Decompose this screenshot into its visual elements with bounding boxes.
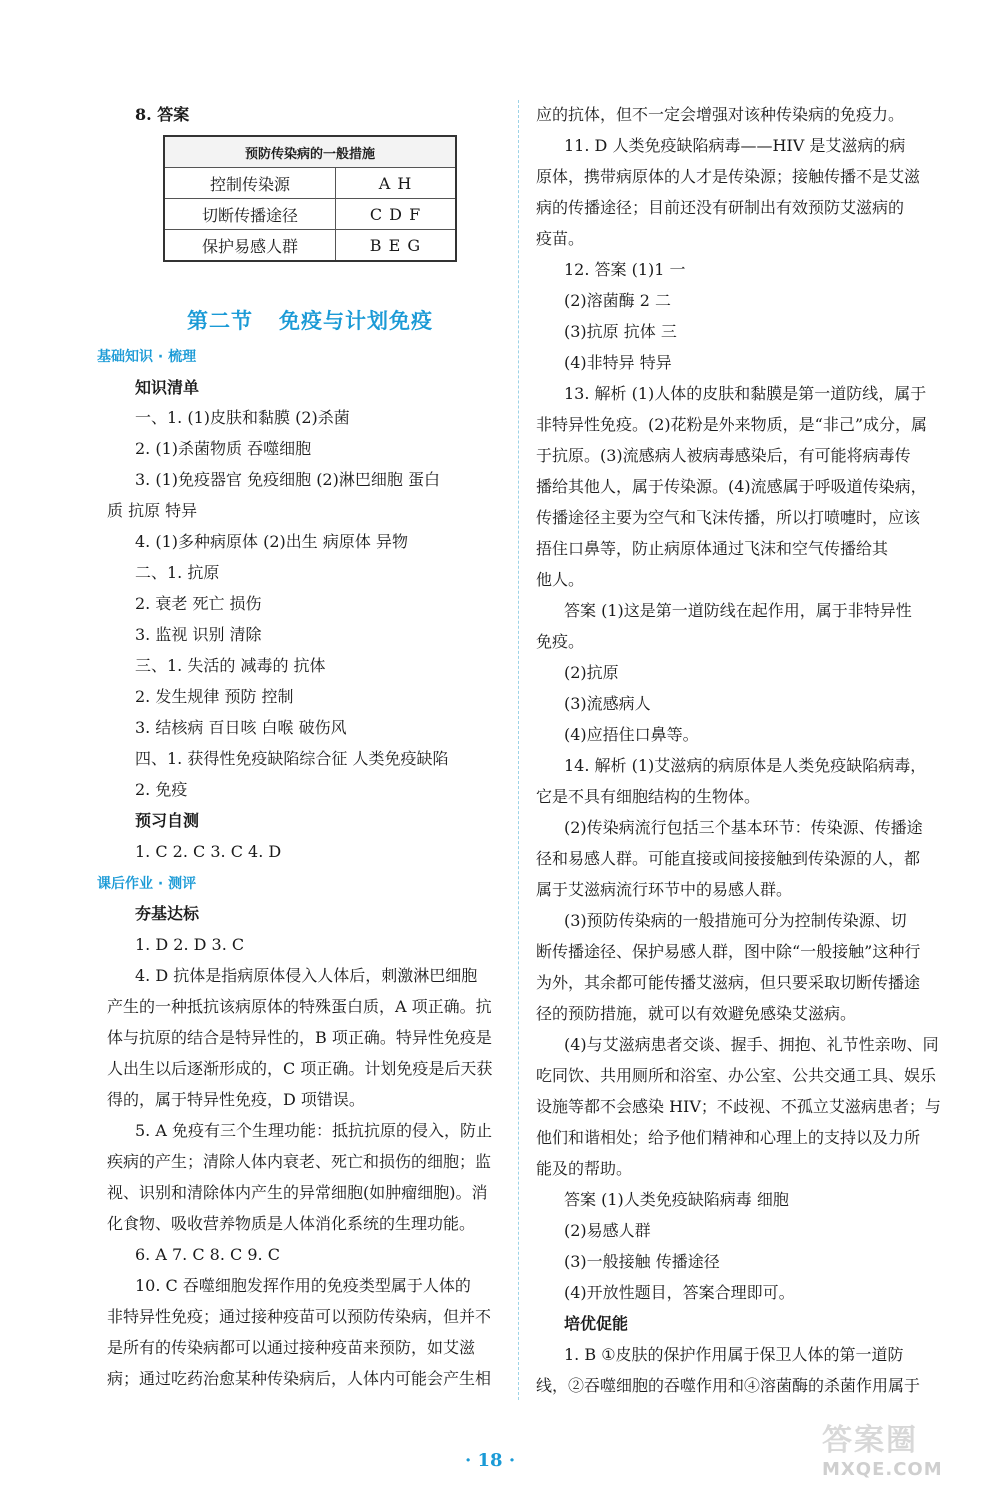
list-line: 一、1. (1)皮肤和黏膜 (2)杀菌 (135, 408, 350, 427)
answers-line: 6. A 7. C 8. C 9. C (135, 1245, 280, 1264)
q14-line: 14. 解析 (1)艾滋病的病原体是人类免疫缺陷病毒， (564, 756, 927, 775)
q5-line: 5. A 免疫有三个生理功能：抵抗抗原的侵入，防止 (135, 1121, 492, 1140)
q14-line: 吃同饮、共用厕所和浴室、办公室、公共交通工具、娱乐 (536, 1066, 937, 1085)
q12-line: (2)溶菌酶 2 二 (564, 291, 672, 310)
list-line: 质 抗原 特异 (107, 501, 198, 520)
q14-line: (3)预防传染病的一般措施可分为控制传染源、切 (564, 911, 907, 930)
table-cell: 切断传播途径 (164, 199, 336, 230)
table-cell: 保护易感人群 (164, 230, 336, 262)
table-row (164, 199, 456, 230)
q5-line: 视、识别和清除体内产生的异常细胞(如肿瘤细胞)。消 (107, 1183, 488, 1202)
q10-cont: 应的抗体，但不一定会增强对该种传染病的免疫力。 (536, 105, 905, 124)
table-row (164, 168, 456, 199)
q11-line: 11. D 人类免疫缺陷病毒——HIV 是艾滋病的病 (564, 136, 906, 155)
prevention-table (163, 135, 457, 262)
page-number: · 18 · (465, 1450, 516, 1471)
q13-answer-line: (4)应捂住口鼻等。 (564, 725, 699, 744)
table-row (164, 230, 456, 262)
watermark (822, 1415, 982, 1479)
q14-line: 设施等都不会感染 HIV；不歧视、不孤立艾滋病患者；与 (536, 1097, 941, 1116)
q12-line: (3)抗原 抗体 三 (564, 322, 677, 341)
list-line: 2. (1)杀菌物质 吞噬细胞 (135, 439, 312, 458)
answers-line: 1. D 2. D 3. C (135, 935, 245, 954)
q4-line: 人出生以后逐渐形成的，C 项正确。计划免疫是后天获 (107, 1059, 493, 1078)
q13-line: 他人。 (536, 570, 585, 589)
q4-line: 体与抗原的结合是特异性的，B 项正确。特异性免疫是 (107, 1028, 492, 1047)
table-cell: 控制传染源 (164, 168, 336, 199)
q13-answer-line: 答案 (1)这是第一道防线在起作用，属于非特异性 (564, 601, 912, 620)
q14-line: 属于艾滋病流行环节中的易感人群。 (536, 880, 793, 899)
q13-line: 非特异性免疫。(2)花粉是外来物质，是“非己”成分，属 (536, 415, 928, 434)
list-line: 3. (1)免疫器官 免疫细胞 (2)淋巴细胞 蛋白 (135, 470, 440, 489)
section-number: 第二节 (187, 309, 253, 333)
q10-line: 非特异性免疫；通过接种疫苗可以预防传染病，但并不 (107, 1307, 492, 1326)
column-divider (518, 100, 519, 1400)
q5-line: 化食物、吸收营养物质是人体消化系统的生理功能。 (107, 1214, 476, 1233)
q13-line: 传播途径主要为空气和飞沫传播，所以打喷嚏时，应该 (536, 508, 921, 527)
q4-line: 产生的一种抵抗该病原体的特殊蛋白质，A 项正确。抗 (107, 997, 492, 1016)
tag-homework: 课后作业 · 测评 (97, 876, 197, 892)
q14-line: 径的预防措施，就可以有效避免感染艾滋病。 (536, 1004, 857, 1023)
q10-line: 是所有的传染病都可以通过接种疫苗来预防，如艾滋 (107, 1338, 476, 1357)
table-cell: C D F (336, 199, 457, 230)
watermark-site: MXQE.COM (822, 1459, 943, 1480)
q4-line: 得的，属于特异性免疫，D 项错误。 (107, 1090, 365, 1109)
section-title (187, 305, 433, 335)
q14-line: 为外，其余都可能传播艾滋病，但只要采取切断传播途 (536, 973, 921, 992)
adv-line: 1. B ①皮肤的保护作用属于保卫人体的第一道防 (564, 1345, 904, 1364)
list-line: 2. 发生规律 预防 控制 (135, 687, 294, 706)
q13-answer-line: (3)流感病人 (564, 694, 651, 713)
q8-label: 8. 答案 (135, 105, 190, 124)
preview-heading: 预习自测 (135, 811, 200, 830)
q11-line: 病的传播途径；目前还没有研制出有效预防艾滋病的 (536, 198, 905, 217)
q14-answer-line: (2)易感人群 (564, 1221, 651, 1240)
q11-line: 原体，携带病原体的人才是传染源；接触传播不是艾滋 (536, 167, 921, 186)
q14-line: 径和易感人群。可能直接或间接接触到传染源的人，都 (536, 849, 921, 868)
list-line: 2. 免疫 (135, 780, 188, 799)
q14-answer-line: (3)一般接触 传播途径 (564, 1252, 720, 1271)
q10-line: 病；通过吃药治愈某种传染病后，人体内可能会产生相 (107, 1369, 492, 1388)
q13-line: 13. 解析 (1)人体的皮肤和黏膜是第一道防线，属于 (564, 384, 927, 403)
q14-line: 能及的帮助。 (536, 1159, 633, 1178)
table-cell: B E G (336, 230, 457, 262)
tag-basic: 基础知识 · 梳理 (97, 349, 197, 365)
preview-answers: 1. C 2. C 3. C 4. D (135, 842, 282, 861)
q14-line: 他们和谐相处；给予他们精神和心理上的支持以及力所 (536, 1128, 921, 1147)
section-name: 免疫与计划免疫 (279, 309, 433, 333)
q14-line: 它是不具有细胞结构的生物体。 (536, 787, 761, 806)
q13-line: 播给其他人，属于传染源。(4)流感属于呼吸道传染病， (536, 477, 927, 496)
q13-answer-line: 免疫。 (536, 632, 585, 651)
q14-line: (4)与艾滋病患者交谈、握手、拥抱、礼节性亲吻、同 (564, 1035, 939, 1054)
foundation-heading: 夯基达标 (135, 904, 200, 923)
q12-line: (4)非特异 特异 (564, 353, 672, 372)
table-cell: A H (336, 168, 457, 199)
list-line: 3. 监视 识别 清除 (135, 625, 262, 644)
watermark-logo: 答案圈 (822, 1423, 918, 1458)
list-line: 三、1. 失活的 减毒的 抗体 (135, 656, 326, 675)
q14-line: 断传播途径、保护易感人群，图中除“一般接触”这种行 (536, 942, 921, 961)
list-line: 二、1. 抗原 (135, 563, 220, 582)
advance-heading: 培优促能 (564, 1314, 629, 1333)
table-header: 预防传染病的一般措施 (164, 136, 456, 168)
list-line: 2. 衰老 死亡 损伤 (135, 594, 262, 613)
q13-line: 于抗原。(3)流感病人被病毒感染后，有可能将病毒传 (536, 446, 911, 465)
list-line: 4. (1)多种病原体 (2)出生 病原体 异物 (135, 532, 408, 551)
q12-line: 12. 答案 (1)1 一 (564, 260, 686, 279)
q11-line: 疫苗。 (536, 229, 585, 248)
list-heading: 知识清单 (135, 378, 200, 397)
q13-line: 捂住口鼻等，防止病原体通过飞沫和空气传播给其 (536, 539, 889, 558)
adv-line: 线，②吞噬细胞的吞噬作用和④溶菌酶的杀菌作用属于 (536, 1376, 921, 1395)
q14-line: (2)传染病流行包括三个基本环节：传染源、传播途 (564, 818, 923, 837)
q13-answer-line: (2)抗原 (564, 663, 619, 682)
list-line: 3. 结核病 百日咳 白喉 破伤风 (135, 718, 347, 737)
q4-line: 4. D 抗体是指病原体侵入人体后，刺激淋巴细胞 (135, 966, 478, 985)
q10-line: 10. C 吞噬细胞发挥作用的免疫类型属于人体的 (135, 1276, 471, 1295)
q5-line: 疾病的产生；清除人体内衰老、死亡和损伤的细胞；监 (107, 1152, 492, 1171)
q14-answer-line: (4)开放性题目，答案合理即可。 (564, 1283, 795, 1302)
list-line: 四、1. 获得性免疫缺陷综合征 人类免疫缺陷 (135, 749, 449, 768)
q14-answer-line: 答案 (1)人类免疫缺陷病毒 细胞 (564, 1190, 789, 1209)
